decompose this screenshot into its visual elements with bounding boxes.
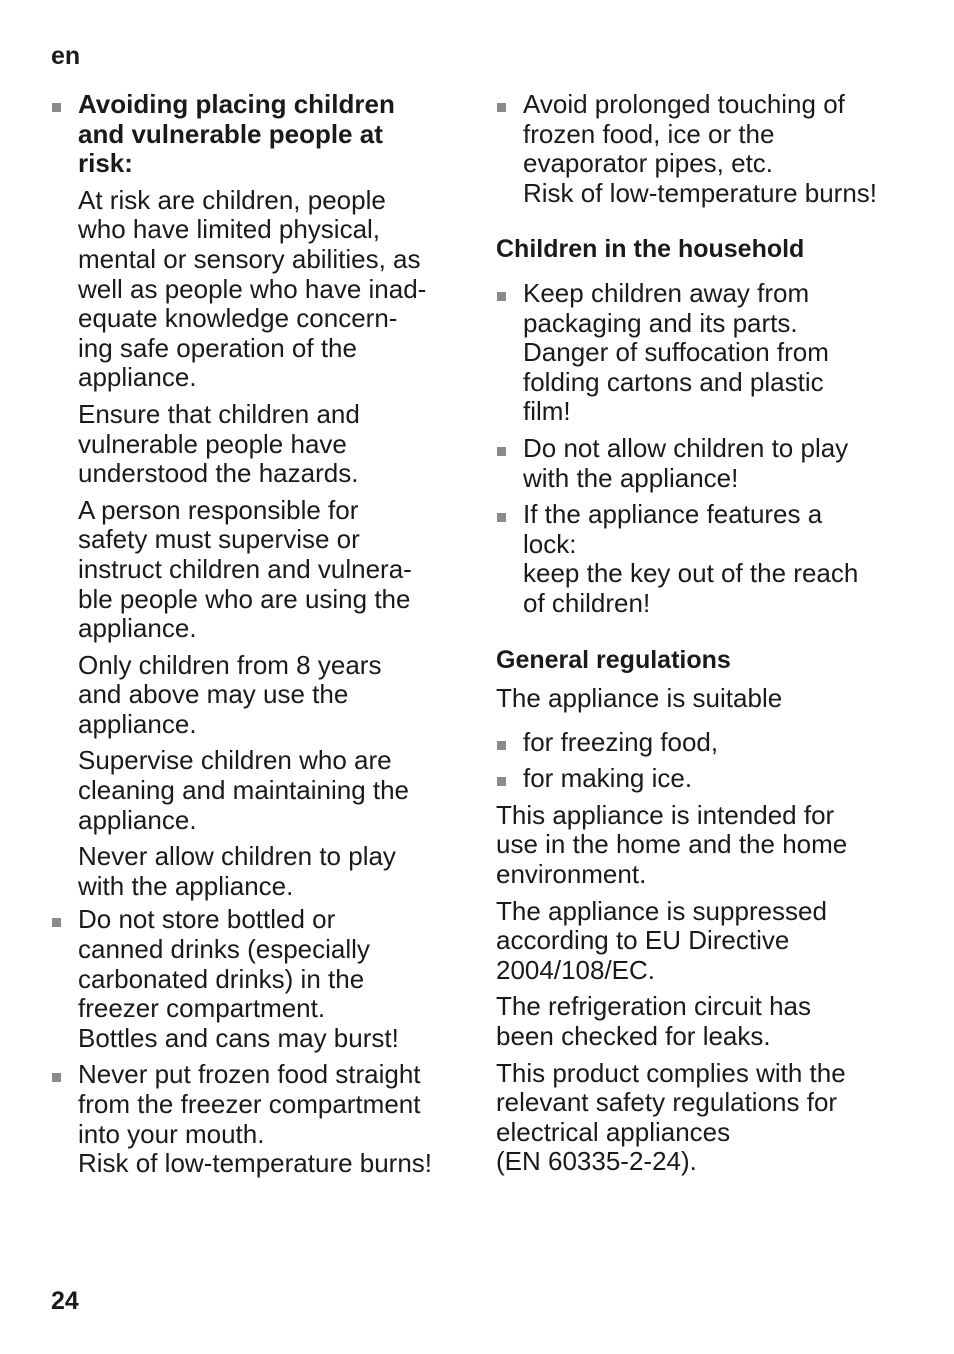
paragraph-supervise <box>51 496 466 644</box>
text-line: frozen food, ice or the <box>523 118 775 149</box>
text-line: (EN 60335-2-24). <box>496 1146 697 1177</box>
text-line: electrical appliances <box>496 1116 731 1147</box>
text-line: This product complies with the <box>496 1057 846 1088</box>
text-line: At risk are children, people <box>78 184 386 215</box>
bullet-prolonged-touching <box>496 90 916 208</box>
text-line: appliance. <box>78 708 197 739</box>
text-line: well as people who have inad- <box>78 273 427 304</box>
text-line: understood the hazards. <box>78 458 359 489</box>
text-line: Danger of suffocation from <box>523 337 829 368</box>
text-line: of children! <box>523 587 651 618</box>
paragraph-ensure-understood <box>51 400 466 489</box>
heading-children-household: Children in the household <box>496 235 805 264</box>
text-line: from the freezer compartment <box>78 1089 421 1119</box>
text-line: The refrigeration circuit has <box>496 991 812 1022</box>
right-column <box>496 90 916 1177</box>
text-line: If the appliance features a <box>523 499 823 530</box>
text-line: Supervise children who are <box>78 745 392 776</box>
text-line: cleaning and maintaining the <box>78 775 410 806</box>
text-line: Bottles and cans may burst! <box>78 1022 399 1053</box>
text-line: A person responsible for <box>78 494 359 525</box>
text-line: Keep children away from <box>523 277 810 308</box>
text-line: with the appliance. <box>78 870 294 901</box>
text-line: Do not store bottled or <box>78 904 336 935</box>
text-line: with the appliance! <box>523 462 739 493</box>
text-line: film! <box>523 396 571 427</box>
paragraph-suppressed <box>496 897 916 986</box>
text-line: risk: <box>78 148 133 179</box>
text-line: and vulnerable people at <box>78 118 383 149</box>
text-line: Avoid prolonged touching of <box>523 89 845 119</box>
paragraph-intended-use <box>496 801 916 890</box>
paragraph-complies <box>496 1059 916 1177</box>
language-code: en <box>51 42 81 70</box>
text-line: canned drinks (especially <box>78 934 370 965</box>
text-line: appliance. <box>78 804 197 835</box>
bullet-packaging <box>496 279 916 427</box>
text-line: The appliance is suppressed <box>496 895 827 926</box>
text-line: Do not allow children to play <box>523 432 849 463</box>
paragraph-suitable <box>496 684 916 714</box>
text-line: been checked for leaks. <box>496 1021 771 1052</box>
text-line: who have limited physical, <box>78 214 381 245</box>
bullet-making-ice <box>496 764 916 794</box>
text-line: Never put frozen food straight <box>78 1059 421 1090</box>
bullet-freezing-food <box>496 728 916 758</box>
text-line: and above may use the <box>78 679 349 710</box>
text-line: 2004/108/EC. <box>496 954 656 985</box>
text-line: environment. <box>496 859 647 890</box>
text-line: ing safe operation of the <box>78 332 357 363</box>
text-line: instruct children and vulnera- <box>78 553 412 584</box>
text-line: Never allow children to play <box>78 841 396 872</box>
text-line: Only children from 8 years <box>78 649 382 680</box>
text-line: appliance. <box>78 613 197 644</box>
text-line: equate knowledge concern- <box>78 303 398 334</box>
text-line: vulnerable people have <box>78 428 347 459</box>
bullet-no-play <box>496 434 916 493</box>
text-line: ble people who are using the <box>78 583 411 614</box>
text-line: Risk of low-temperature burns! <box>523 177 878 208</box>
paragraph-refrigeration-circuit <box>496 992 916 1051</box>
text-line: for freezing food, <box>523 726 719 757</box>
page-number: 24 <box>51 1287 79 1315</box>
text-line: safety must supervise or <box>78 524 360 555</box>
paragraph-age-limit <box>51 651 466 740</box>
text-line: Avoiding placing children <box>78 89 395 119</box>
left-column <box>51 90 466 1179</box>
text-line: keep the key out of the reach <box>523 558 859 589</box>
text-line: packaging and its parts. <box>523 307 798 338</box>
text-line: mental or sensory abilities, as <box>78 243 421 274</box>
text-line: appliance. <box>78 362 197 393</box>
text-line: evaporator pipes, etc. <box>523 148 774 179</box>
text-line: folding cartons and plastic <box>523 366 824 397</box>
text-line: carbonated drinks) in the <box>78 963 365 994</box>
text-line: Risk of low-temperature burns! <box>78 1148 433 1179</box>
text-line: lock: <box>523 528 577 559</box>
paragraph-never-play <box>51 842 466 901</box>
paragraph-at-risk <box>51 186 466 393</box>
text-line: for making ice. <box>523 763 693 794</box>
bullet-frozen-food-mouth <box>51 1060 466 1178</box>
bullet-avoiding-risk-title <box>51 90 466 179</box>
paragraph-cleaning <box>51 746 466 835</box>
text-line: into your mouth. <box>78 1118 265 1149</box>
text-line: according to EU Directive <box>496 925 790 956</box>
text-line: Ensure that children and <box>78 398 360 429</box>
text-line: freezer compartment. <box>78 993 326 1024</box>
text-line: The appliance is suitable <box>496 683 783 714</box>
text-line: relevant safety regulations for <box>496 1087 838 1118</box>
heading-general-regulations: General regulations <box>496 645 731 674</box>
bullet-bottled-drinks <box>51 905 466 1053</box>
text-line: This appliance is intended for <box>496 799 835 830</box>
text-line: use in the home and the home <box>496 829 848 860</box>
bullet-lock-key <box>496 500 916 618</box>
